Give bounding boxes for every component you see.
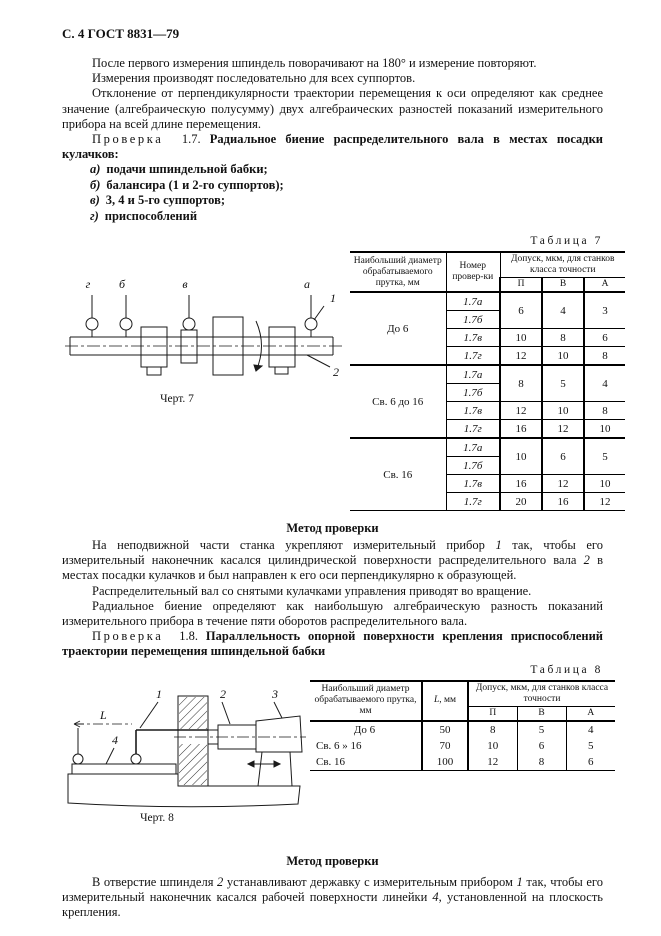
list-marker: а) xyxy=(90,162,101,177)
figure-callout-2: 2 xyxy=(220,686,226,701)
figure-label-v: в xyxy=(182,277,188,292)
check-1-7-list xyxy=(90,162,603,224)
cell-value: 12 xyxy=(542,475,584,493)
camshaft-runout-drawing xyxy=(62,275,348,387)
cell-value: 8 xyxy=(542,329,584,347)
list-marker: г) xyxy=(90,208,99,223)
cell-value: 8 xyxy=(468,721,517,738)
method-title-1: Метод проверки xyxy=(286,521,379,536)
intro-paragraph-2: Измерения производят последовательно для всех суппортов. xyxy=(92,71,416,86)
ref-4: 4 xyxy=(432,889,439,904)
list-text: балансира (1 и 2-го суппортов); xyxy=(106,177,284,192)
list-item xyxy=(90,193,603,208)
cell-value: 6 xyxy=(566,754,615,771)
method-title-2: Метод проверки xyxy=(286,853,379,868)
table-7-label: Таблица 7 xyxy=(530,235,603,248)
figure-8 xyxy=(62,686,310,824)
check-label: Проверка xyxy=(92,132,164,147)
figure-callout-1: 1 xyxy=(330,291,336,306)
figure-7 xyxy=(62,275,350,405)
check-1-7-heading xyxy=(62,132,603,162)
table-row xyxy=(350,252,625,278)
cell-L: 70 xyxy=(422,738,468,754)
figure-dimension-L: L xyxy=(100,707,107,722)
cell-value: 16 xyxy=(542,493,584,511)
list-text: 3, 4 и 5-го суппортов; xyxy=(105,193,226,208)
cell-value: 10 xyxy=(584,475,625,493)
cell-diameter: Св. 16 xyxy=(310,754,422,771)
cell-value: 10 xyxy=(542,347,584,366)
column-header-v: В xyxy=(517,706,566,721)
table-8-label: Таблица 8 xyxy=(530,663,603,676)
figure-callout-2: 2 xyxy=(333,365,339,380)
list-text: приспособлений xyxy=(104,208,198,223)
cell-value: 4 xyxy=(584,365,625,402)
cell-value: 10 xyxy=(468,738,517,754)
cell-L: 50 xyxy=(422,721,468,738)
intro-paragraph-3: Отклонение от перпендикулярности траектории перемещения к оси определяют как среднее значение (алгебраическую полусумму) двух алгебраических разностей показаний измерительного прибора на всей длине перемещения. xyxy=(62,86,603,131)
table-8 xyxy=(310,680,615,771)
text-segment: В отверстие шпинделя xyxy=(92,874,218,889)
text-segment: , установленной на плоскость крепления. xyxy=(62,889,603,920)
cell-value: 8 xyxy=(584,402,625,420)
check-number: 1.7. xyxy=(181,132,201,147)
figure-table-row-8 xyxy=(62,680,609,824)
cell-check: 1.7г xyxy=(446,493,500,511)
table-8-container xyxy=(310,680,615,771)
cell-check: 1.7в xyxy=(446,329,500,347)
method-paragraph xyxy=(62,538,603,584)
ref-1: 1 xyxy=(516,874,523,889)
cell-diameter: До 6 xyxy=(310,721,422,738)
cell-value: 6 xyxy=(517,738,566,754)
table-7 xyxy=(350,251,625,511)
cell-value: 5 xyxy=(584,438,625,475)
cell-value: 12 xyxy=(468,754,517,771)
figure-callout-4: 4 xyxy=(112,732,118,747)
list-text: подачи шпиндельной бабки; xyxy=(106,162,268,177)
cell-value: 10 xyxy=(500,329,542,347)
table-row xyxy=(310,738,615,754)
cell-value: 8 xyxy=(517,754,566,771)
column-header-v: В xyxy=(542,278,584,293)
cell-value: 4 xyxy=(542,292,584,329)
ref-1: 1 xyxy=(495,538,502,553)
cell-L: 100 xyxy=(422,754,468,771)
cell-value: 10 xyxy=(500,438,542,475)
table-row xyxy=(310,721,615,738)
table-row xyxy=(310,754,615,771)
L-unit: , мм xyxy=(439,695,457,706)
cell-check: 1.7б xyxy=(446,311,500,329)
page-header: С. 4 ГОСТ 8831—79 xyxy=(62,26,180,41)
figure-label-a: а xyxy=(304,277,310,292)
text-segment: так, чтобы его измерительный наконечник касался цилиндрической поверхности распределительного вала xyxy=(62,538,603,568)
list-marker: в) xyxy=(90,193,100,208)
cell-value: 5 xyxy=(517,721,566,738)
cell-value: 5 xyxy=(566,738,615,754)
figure-callout-1: 1 xyxy=(156,686,162,701)
cell-check: 1.7в xyxy=(446,402,500,420)
column-header-L xyxy=(422,681,468,721)
table-7-container xyxy=(350,251,625,511)
method-paragraph xyxy=(62,875,603,921)
cell-diameter: Св. 6 » 16 xyxy=(310,738,422,754)
figure-7-caption: Черт. 7 xyxy=(160,393,194,406)
cell-value: 4 xyxy=(566,721,615,738)
cell-value: 6 xyxy=(500,292,542,329)
method-paragraph: Радиальное биение определяют как наибольшую алгебраическую разность показаний измерительного прибора в течение пяти оборотов распределительного вала. xyxy=(62,598,603,629)
text-segment: в местах посадки кулачков и был направлен к его оси перпендикулярно к образующей. xyxy=(62,553,604,583)
column-header-check-no: Номер провер-ки xyxy=(446,252,500,292)
figure-callout-3: 3 xyxy=(272,686,278,701)
cell-value: 6 xyxy=(584,329,625,347)
column-header-a: А xyxy=(566,706,615,721)
figure-table-row-7 xyxy=(62,251,615,511)
column-header-tolerance: Допуск, мкм, для станков класса точности xyxy=(468,681,615,707)
cell-value: 5 xyxy=(542,365,584,402)
cell-diameter: Св. 6 до 16 xyxy=(350,365,446,438)
method-paragraph: Распределительный вал со снятыми кулачками управления приводят во вращение. xyxy=(92,583,532,598)
cell-check: 1.7г xyxy=(446,420,500,439)
headstock-parallelism-drawing xyxy=(62,686,308,808)
check-label: Проверка xyxy=(92,629,164,644)
dial-indicator-v xyxy=(183,295,195,330)
cell-check: 1.7б xyxy=(446,384,500,402)
cell-check: 1.7а xyxy=(446,292,500,311)
column-header-p: П xyxy=(500,278,542,293)
dial-indicator-a xyxy=(305,295,317,337)
list-item xyxy=(90,209,603,224)
list-item xyxy=(90,178,603,193)
cell-value: 16 xyxy=(500,420,542,439)
cell-value: 3 xyxy=(584,292,625,329)
check-title: Радиальное биение распределительного вала в местах посадки кулачков: xyxy=(62,132,603,162)
cell-diameter: До 6 xyxy=(350,292,446,365)
check-title: Параллельность опорной поверхности крепления приспособлений траектории перемещения шпиндельной бабки xyxy=(62,629,604,659)
figure-label-b: б xyxy=(118,277,126,292)
check-number: 1.8. xyxy=(179,629,198,644)
check-1-8-heading xyxy=(62,629,603,659)
figure-8-caption: Черт. 8 xyxy=(140,811,174,824)
list-item xyxy=(90,162,603,177)
column-header-a: А xyxy=(584,278,625,293)
cell-value: 12 xyxy=(500,347,542,366)
cell-diameter: Св. 16 xyxy=(350,438,446,511)
table-row xyxy=(350,438,625,457)
column-header-diameter: Наибольший диаметр обрабатываемого прутка, мм xyxy=(350,252,446,292)
cell-value: 10 xyxy=(584,420,625,439)
ref-2: 2 xyxy=(217,874,224,889)
cell-value: 12 xyxy=(584,493,625,511)
cell-value: 10 xyxy=(542,402,584,420)
intro-paragraph-1: После первого измерения шпиндель поворачивают на 180° и измерение повторяют. xyxy=(92,56,537,70)
cell-value: 8 xyxy=(500,365,542,402)
cell-check: 1.7б xyxy=(446,457,500,475)
cell-check: 1.7в xyxy=(446,475,500,493)
text-segment: устанавливают державку с измерительным прибором xyxy=(223,874,517,889)
column-header-diameter: Наибольший диаметр обрабатываемого прутка, мм xyxy=(310,681,422,721)
cell-check: 1.7а xyxy=(446,438,500,457)
figure-label-g: г xyxy=(85,277,91,292)
column-header-p: П xyxy=(468,706,517,721)
text-segment: На неподвижной части станка укрепляют измерительный прибор xyxy=(92,538,496,553)
column-header-tolerance: Допуск, мкм, для станков класса точности xyxy=(500,252,625,278)
table-row xyxy=(350,292,625,311)
cell-value: 12 xyxy=(500,402,542,420)
text-segment: так, чтобы его измерительный наконечник касался рабочей поверхности линейки xyxy=(62,874,603,904)
cell-value: 20 xyxy=(500,493,542,511)
list-marker: б) xyxy=(90,177,101,192)
dial-indicator-g xyxy=(86,295,98,337)
cell-check: 1.7г xyxy=(446,347,500,366)
table-row xyxy=(310,681,615,707)
dial-indicator-b xyxy=(120,295,132,337)
L-symbol: L xyxy=(433,695,440,706)
cell-value: 8 xyxy=(584,347,625,366)
cell-check: 1.7а xyxy=(446,365,500,384)
table-row xyxy=(350,365,625,384)
cell-value: 16 xyxy=(500,475,542,493)
cell-value: 12 xyxy=(542,420,584,439)
cell-value: 6 xyxy=(542,438,584,475)
ref-2: 2 xyxy=(583,553,590,568)
